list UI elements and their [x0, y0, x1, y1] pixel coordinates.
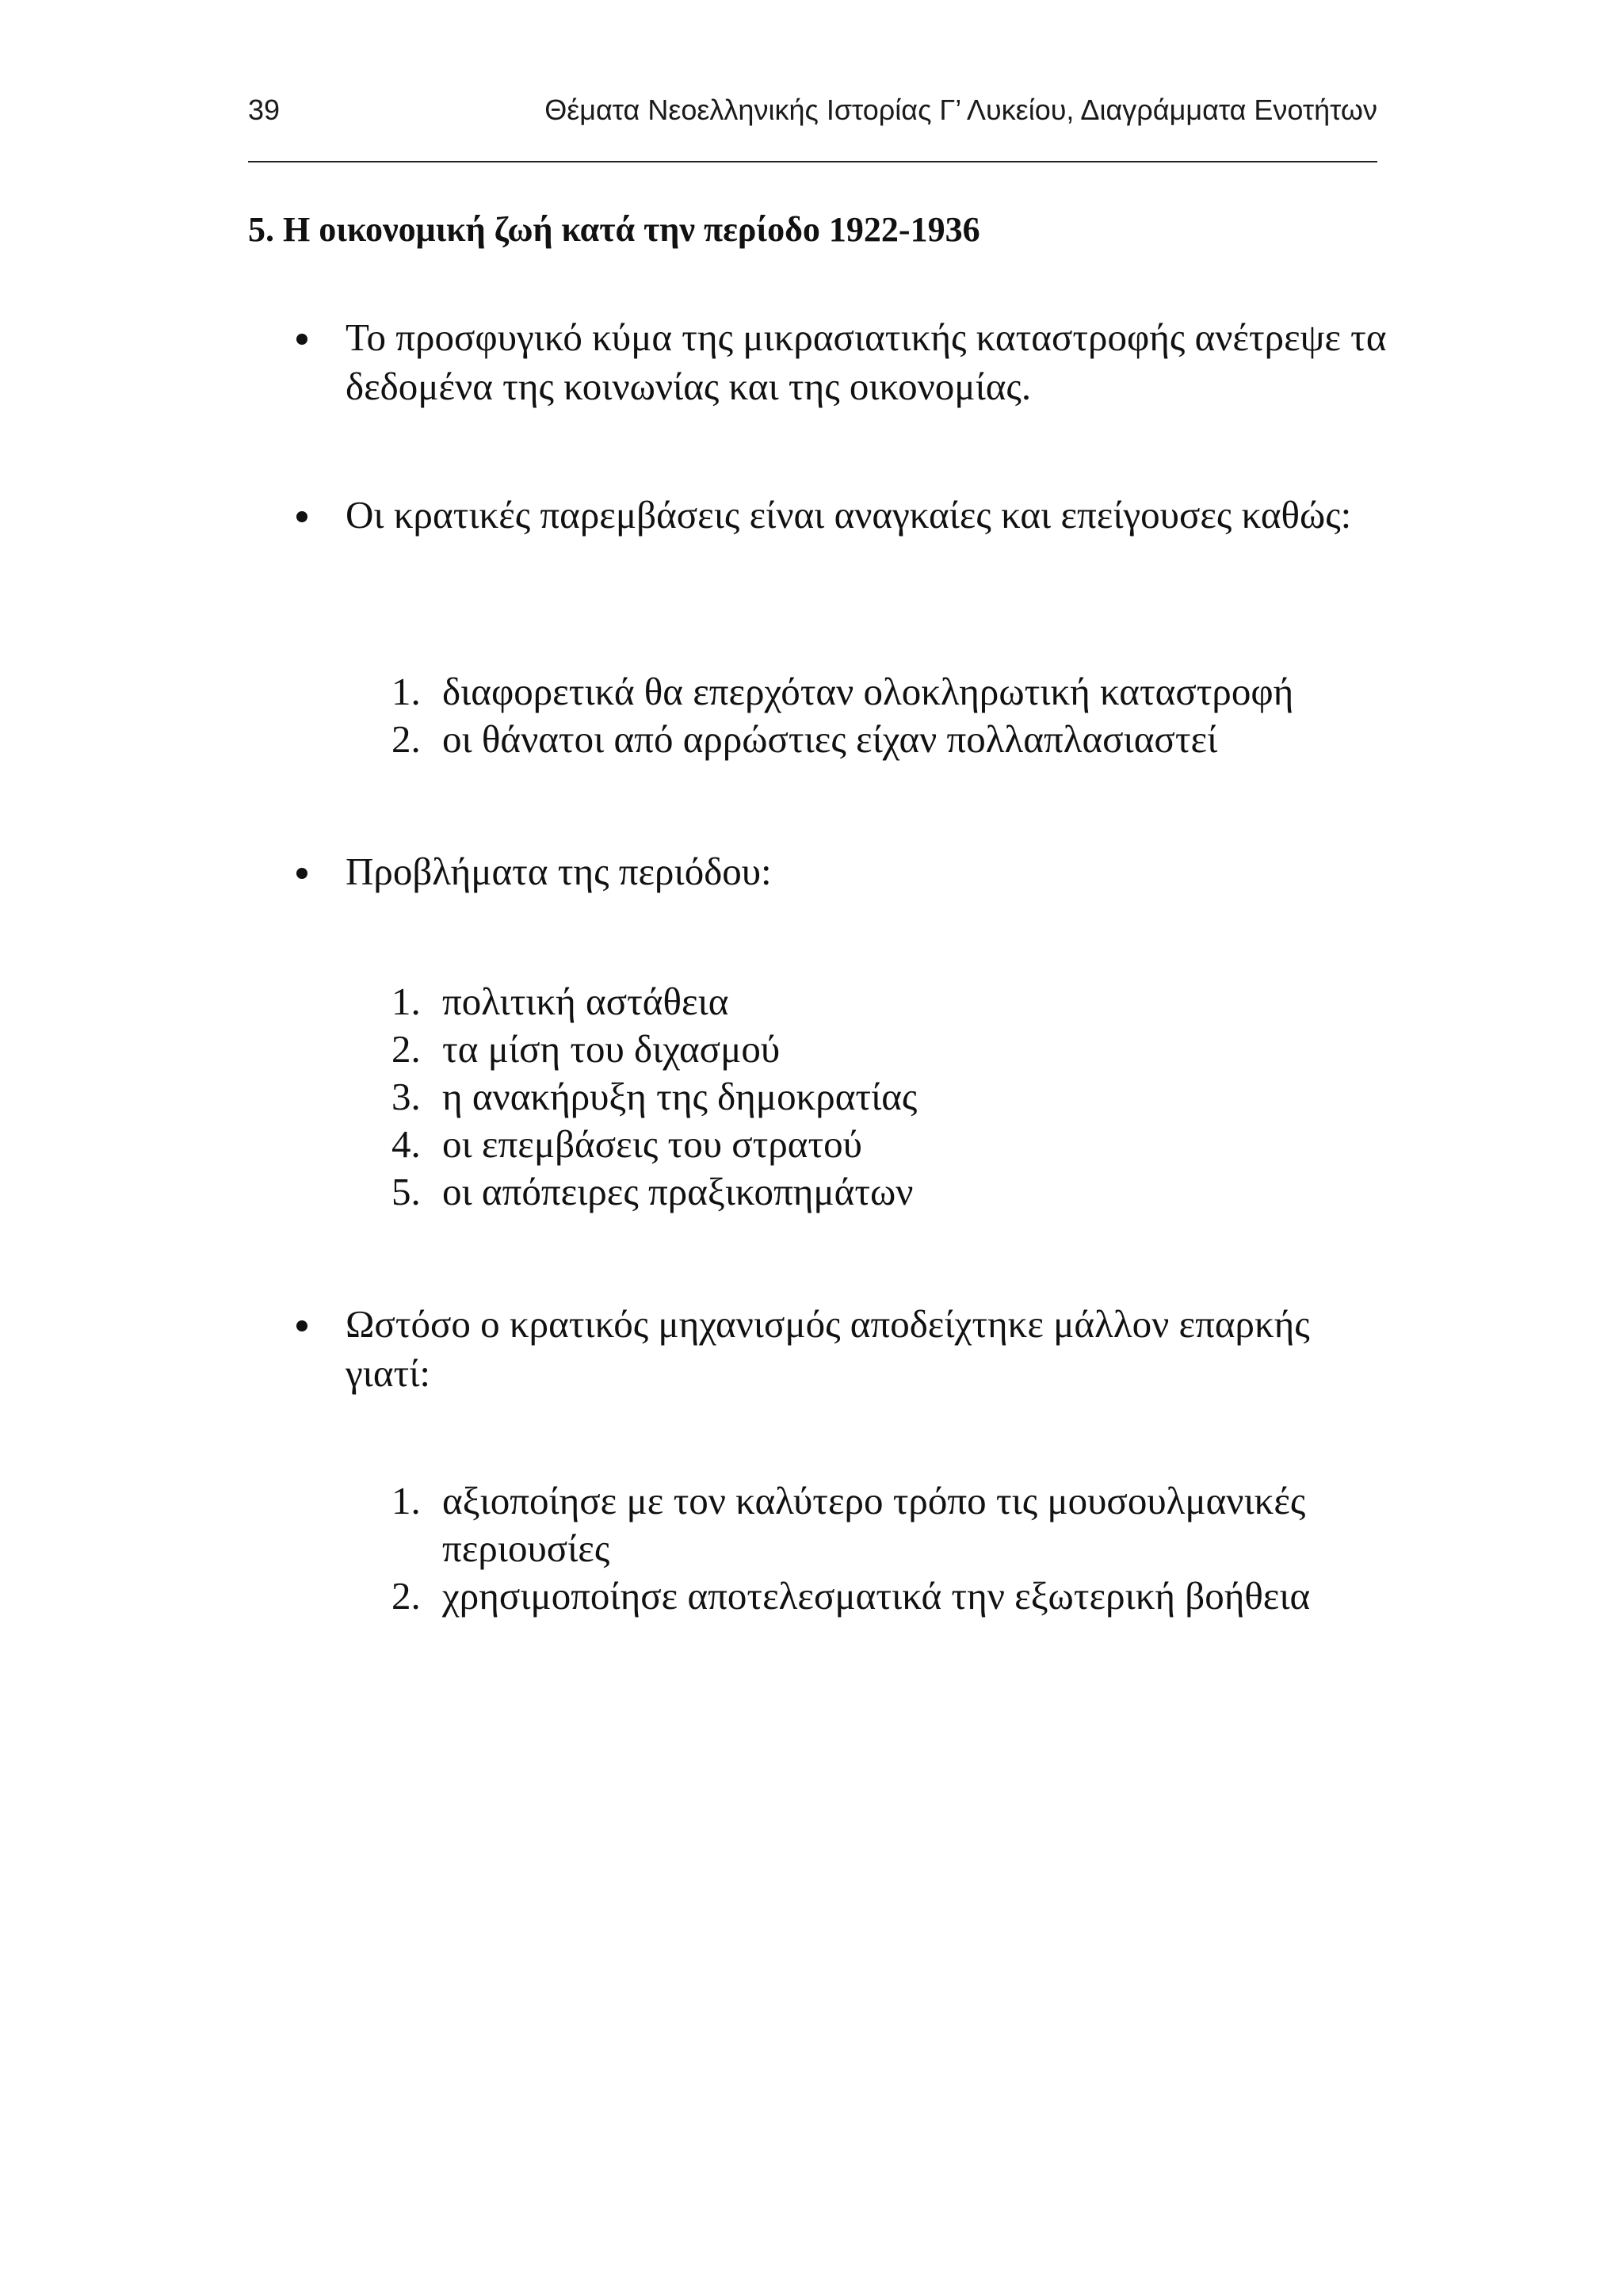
list-number: 1. [391, 1479, 421, 1522]
list-item [0, 668, 1623, 716]
bullet-text: Οι κρατικές παρεμβάσεις είναι αναγκαίες και επείγουσες καθώς: [346, 493, 1352, 537]
list-item-text: οι απόπειρες πραξικοπημάτων [442, 1170, 914, 1213]
list-item [0, 1168, 1623, 1216]
list-number: 4. [391, 1122, 421, 1166]
section-heading: 5. Η οικονομική ζωή κατά την περίοδο 1922-1936 [248, 210, 980, 249]
list-item [0, 1073, 1623, 1121]
bullet-text: Το προσφυγικό κύμα της μικρασιατικής καταστροφής ανέτρεψε τα δεδομένα της κοινωνίας και της οικονομίας. [346, 315, 1387, 408]
list-item-text: τα μίση του διχασμού [442, 1027, 781, 1071]
list-item-text: πολιτική αστάθεια [442, 980, 729, 1023]
bullet-icon [296, 511, 307, 522]
list-number: 2. [391, 717, 421, 761]
list-item-text: διαφορετικά θα επερχόταν ολοκληρωτική καταστροφή [442, 670, 1294, 713]
list-number: 2. [391, 1027, 421, 1071]
bullet-text: Ωστόσο ο κρατικός μηχανισμός αποδείχτηκε μάλλον επαρκής γιατί: [346, 1302, 1310, 1395]
list-item [0, 1477, 1623, 1572]
list-item-text: χρησιμοποίησε αποτελεσματικά την εξωτερική βοήθεια [442, 1574, 1311, 1618]
header-divider [248, 161, 1377, 162]
bullet-icon [296, 334, 307, 345]
header-title: Θέματα Νεοελληνικής Ιστορίας Γ’ Λυκείου, Διαγράμματα Ενοτήτων [544, 94, 1377, 126]
list-number: 5. [391, 1170, 421, 1213]
list-number: 1. [391, 670, 421, 713]
list-number: 1. [391, 980, 421, 1023]
list-item-text: οι επεμβάσεις του στρατού [442, 1122, 862, 1166]
list-item-text: η ανακήρυξη της δημοκρατίας [442, 1075, 918, 1118]
bullet-icon [296, 1320, 307, 1331]
bullet-text: Προβλήματα της περιόδου: [346, 850, 772, 893]
list-item [0, 1026, 1623, 1073]
list-item [0, 716, 1623, 763]
list-item-text: οι θάνατοι από αρρώστιες είχαν πολλαπλασιαστεί [442, 717, 1218, 761]
running-header [248, 94, 1377, 141]
list-item [0, 1572, 1623, 1620]
list-item-text: αξιοποίησε με τον καλύτερο τρόπο τις μουσουλμανικές περιουσίες [442, 1479, 1306, 1570]
numbered-list-problems [0, 978, 1623, 1216]
list-number: 3. [391, 1075, 421, 1118]
list-item [0, 978, 1623, 1026]
page-number: 39 [248, 94, 281, 126]
numbered-list-adequacy [0, 1477, 1623, 1620]
bullet-icon [296, 868, 307, 879]
list-number: 2. [391, 1574, 421, 1618]
numbered-list-reasons [0, 668, 1623, 763]
list-item [0, 1121, 1623, 1168]
